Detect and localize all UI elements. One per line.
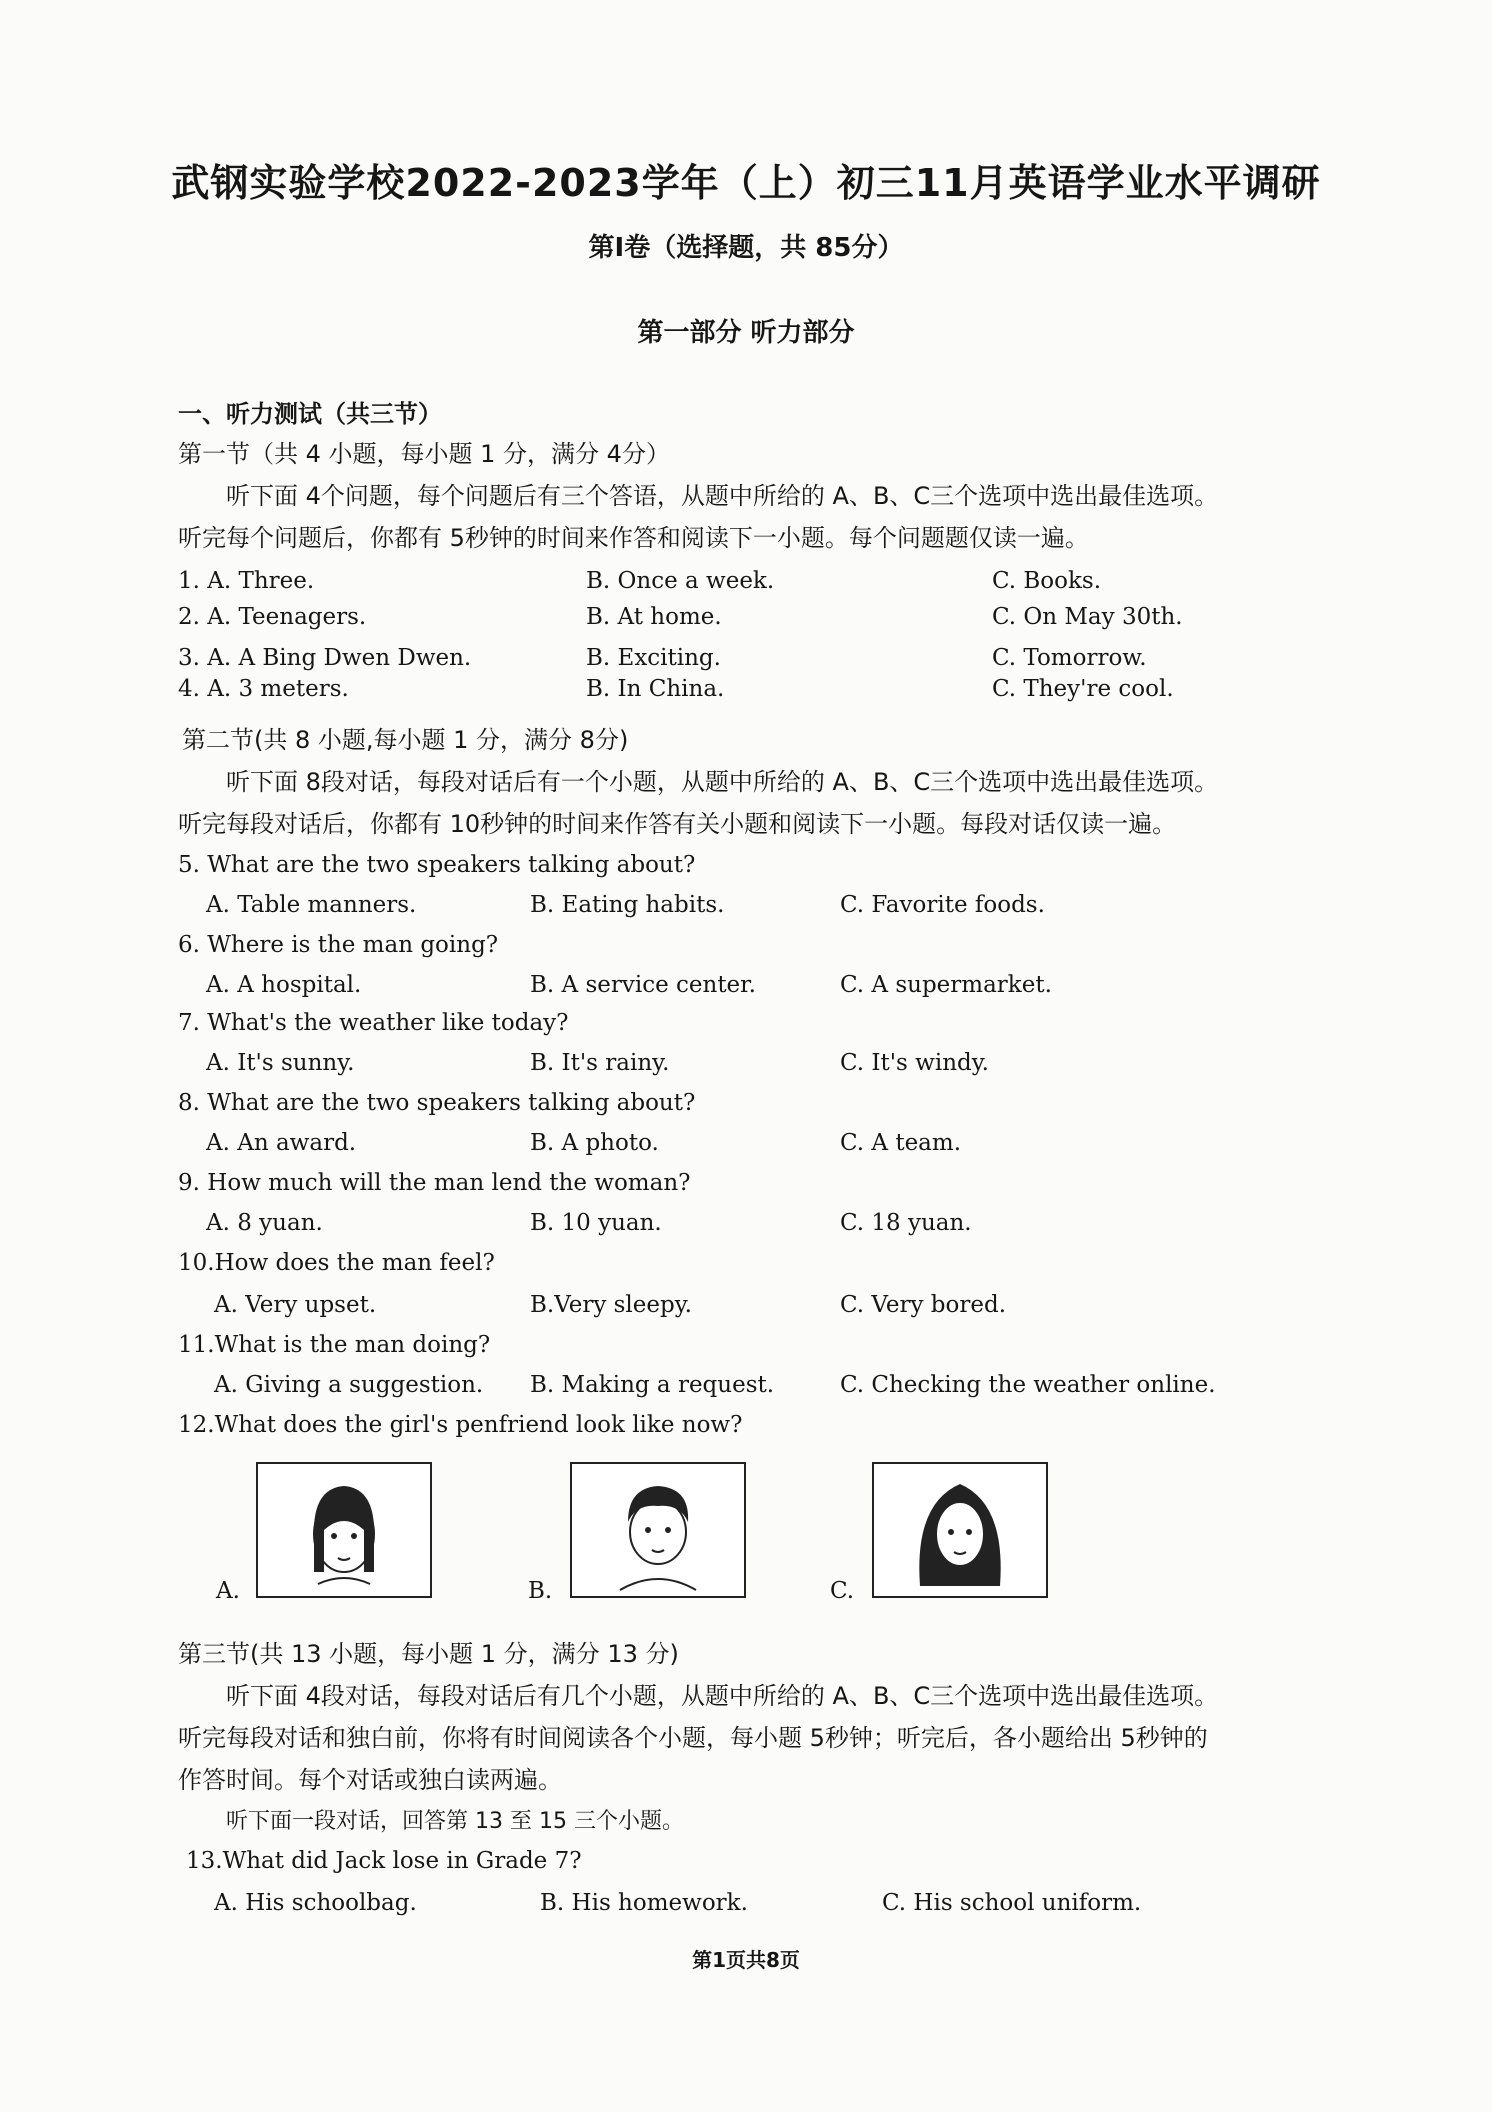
option-c: C. On May 30th.: [992, 604, 1183, 630]
option-c: C. They're cool.: [992, 676, 1174, 702]
part-heading: 第一部分 听力部分: [637, 318, 855, 348]
option-a: 3. A. A Bing Dwen Dwen.: [178, 645, 472, 671]
portrait-c-image: [872, 1462, 1048, 1598]
option-b: B. In China.: [586, 676, 725, 702]
question-text: 13.What did Jack lose in Grade 7?: [186, 1848, 582, 1874]
option-b: B. Once a week.: [586, 568, 775, 594]
option-a: A. An award.: [206, 1130, 357, 1156]
option-c: C. A supermarket.: [840, 972, 1052, 998]
option-b: B. A service center.: [530, 972, 756, 998]
option-a: 1. A. Three.: [178, 568, 315, 594]
section3-instruction: 作答时间。每个对话或独白读两遍。: [178, 1766, 562, 1794]
option-c: C. A team.: [840, 1130, 962, 1156]
option-c: C. It's windy.: [840, 1050, 989, 1076]
portrait-b-image: [570, 1462, 746, 1598]
section3-instruction: 听下面 4段对话，每段对话后有几个小题，从题中所给的 A、B、C三个选项中选出最佳选项。: [226, 1682, 1219, 1710]
question-text: 7. What's the weather like today?: [178, 1010, 569, 1036]
listening-heading: 一、听力测试（共三节）: [178, 400, 442, 428]
option-c: C. 18 yuan.: [840, 1210, 972, 1236]
section3-title: 第三节(共 13 小题，每小题 1 分，满分 13 分): [178, 1640, 679, 1668]
option-a: 2. A. Teenagers.: [178, 604, 367, 630]
picture-label-a: A.: [216, 1578, 240, 1604]
question-text: 11.What is the man doing?: [178, 1332, 491, 1358]
option-c: C. Tomorrow.: [992, 645, 1147, 671]
option-c: C. Favorite foods.: [840, 892, 1045, 918]
option-b: B. Exciting.: [586, 645, 721, 671]
question-text: 12.What does the girl's penfriend look like now?: [178, 1412, 743, 1438]
option-b: B. At home.: [586, 604, 722, 630]
option-a: A. It's sunny.: [206, 1050, 355, 1076]
option-a: A. 8 yuan.: [206, 1210, 323, 1236]
option-b: B. It's rainy.: [530, 1050, 670, 1076]
option-b: B.Very sleepy.: [530, 1292, 692, 1318]
section1-instruction: 听下面 4个问题，每个问题后有三个答语，从题中所给的 A、B、C三个选项中选出最佳选项。: [226, 482, 1219, 510]
option-a: A. Giving a suggestion.: [214, 1372, 484, 1398]
section3-instruction: 听完每段对话和独白前，你将有时间阅读各个小题，每小题 5秒钟；听完后，各小题给出 5秒钟的: [178, 1724, 1208, 1752]
option-a: 4. A. 3 meters.: [178, 676, 349, 702]
option-b: B. A photo.: [530, 1130, 659, 1156]
section2-title: 第二节(共 8 小题,每小题 1 分，满分 8分): [182, 726, 629, 754]
section2-instruction: 听下面 8段对话，每段对话后有一个小题，从题中所给的 A、B、C三个选项中选出最佳选项。: [226, 768, 1219, 796]
volume-subtitle: 第Ⅰ卷（选择题，共 85分）: [588, 233, 904, 263]
question-text: 8. What are the two speakers talking about?: [178, 1090, 696, 1116]
option-b: B. Making a request.: [530, 1372, 775, 1398]
option-b: B. His homework.: [540, 1890, 748, 1916]
question-text: 10.How does the man feel?: [178, 1250, 495, 1276]
question-text: 9. How much will the man lend the woman?: [178, 1170, 691, 1196]
dialogue-instruction: 听下面一段对话，回答第 13 至 15 三个小题。: [226, 1809, 684, 1834]
option-c: C. Checking the weather online.: [840, 1372, 1216, 1398]
question-text: 5. What are the two speakers talking about?: [178, 852, 696, 878]
section1-instruction: 听完每个问题后，你都有 5秒钟的时间来作答和阅读下一小题。每个问题题仅读一遍。: [178, 524, 1089, 552]
portrait-a-image: [256, 1462, 432, 1598]
option-a: A. Very upset.: [214, 1292, 377, 1318]
option-a: A. A hospital.: [206, 972, 362, 998]
option-a: A. Table manners.: [206, 892, 417, 918]
option-c: C. His school uniform.: [882, 1890, 1142, 1916]
question-text: 6. Where is the man going?: [178, 932, 499, 958]
section2-instruction: 听完每段对话后，你都有 10秒钟的时间来作答有关小题和阅读下一小题。每段对话仅读一遍。: [178, 810, 1177, 838]
option-a: A. His schoolbag.: [214, 1890, 417, 1916]
option-b: B. Eating habits.: [530, 892, 725, 918]
section1-title: 第一节（共 4 小题，每小题 1 分，满分 4分）: [178, 440, 670, 468]
picture-label-c: C.: [830, 1578, 855, 1604]
option-c: C. Very bored.: [840, 1292, 1007, 1318]
exam-title: 武钢实验学校2022-2023学年（上）初三11月英语学业水平调研: [171, 161, 1321, 205]
picture-label-b: B.: [528, 1578, 553, 1604]
page-number: 第1页共8页: [692, 1948, 800, 1972]
option-c: C. Books.: [992, 568, 1102, 594]
option-b: B. 10 yuan.: [530, 1210, 662, 1236]
